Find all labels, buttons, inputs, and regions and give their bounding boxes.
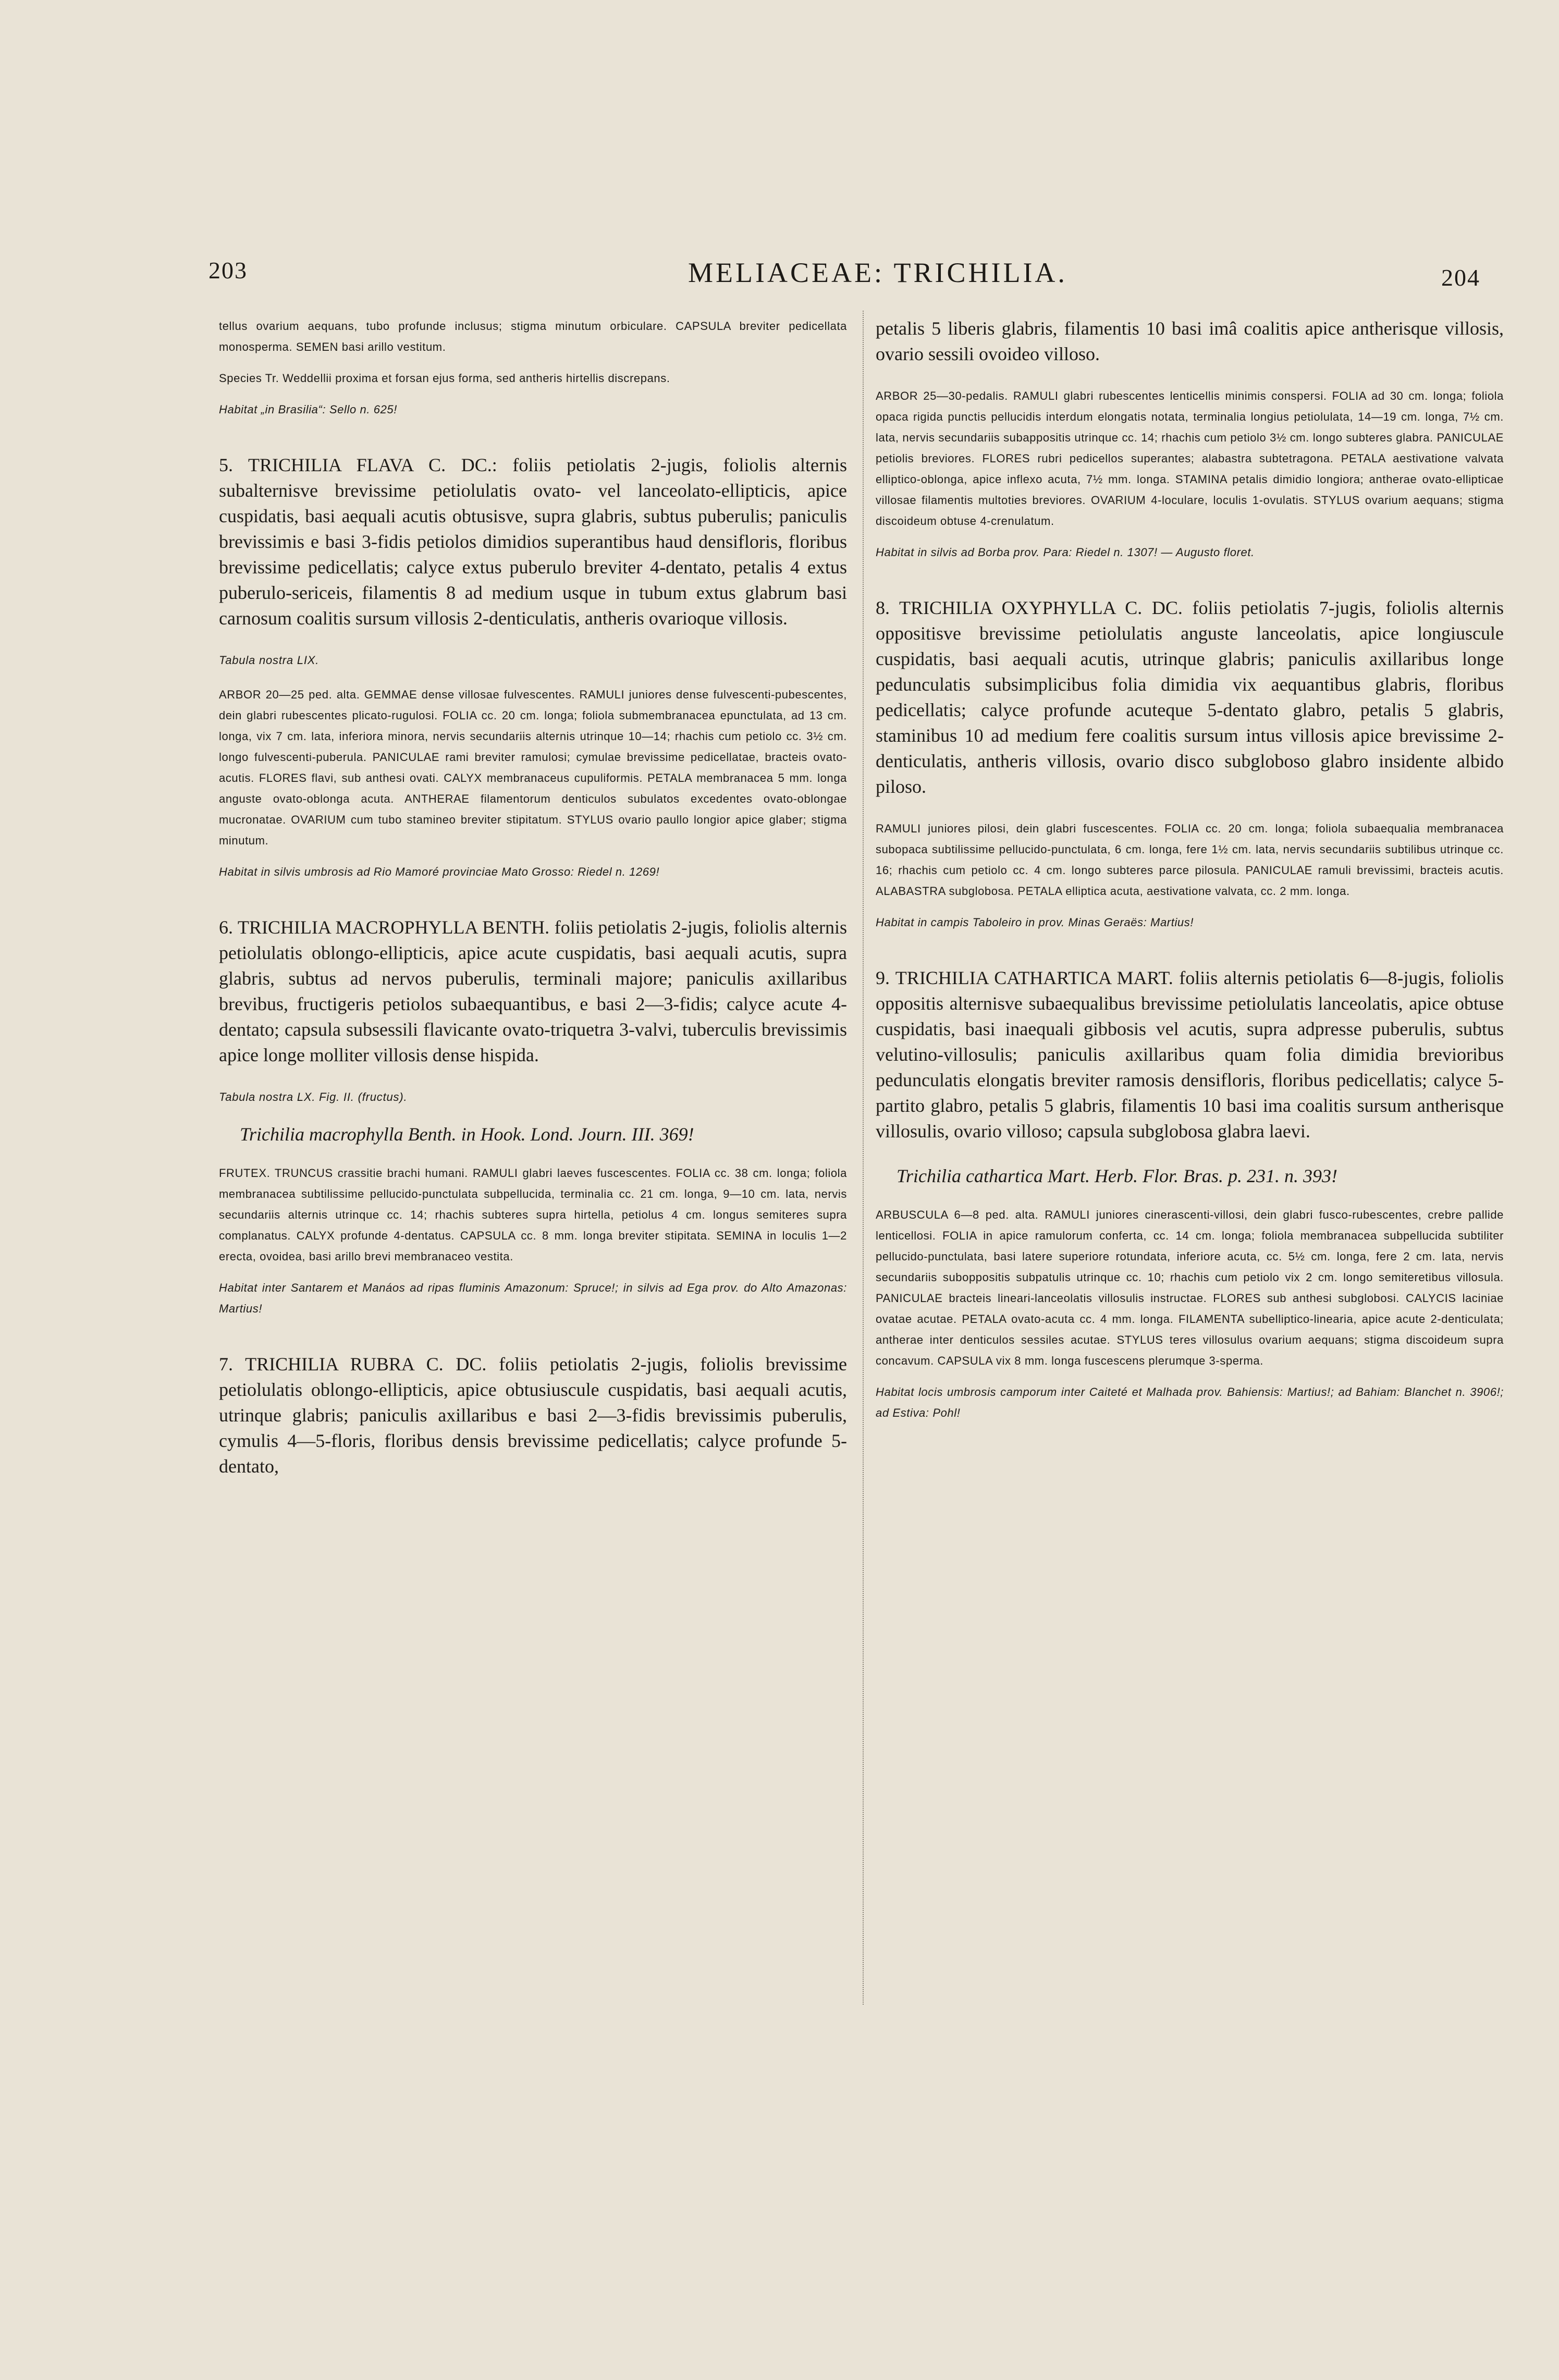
column-divider bbox=[863, 311, 864, 2005]
species-7-continued: petalis 5 liberis glabris, filamentis 10 basi imâ coalitis apice antherisque villosis, ovario sessili ovoideo villoso. bbox=[876, 318, 1504, 364]
right-column bbox=[876, 316, 1504, 2380]
species-5-plate: Tabula nostra LIX. bbox=[219, 654, 320, 667]
page-number-right: 204 bbox=[1441, 264, 1480, 291]
species-8-details: RAMULI juniores pilosi, dein glabri fuscescentes. FOLIA cc. 20 cm. longa; foliola subaequalia membranacea subopaca subtilissime pellucido-punctulata, 6 cm. longa, fere 1½ cm. lata, nervis secundariis subtilibus utrinque cc. 16; rhachis cum petiolo cc. 4 cm. longo subteres parce pilosula. PANICULAE ramuli brevissimi, bracteis acutis. ALABASTRA subglobosa. PETALA elliptica acuta, aestivatione valvata, cc. 2 mm. longa. bbox=[876, 822, 1504, 898]
species-9-details: ARBUSCULA 6—8 ped. alta. RAMULI juniores cinerascenti-villosi, dein glabri fusco-rubescentes, crebre pallide lenticellosi. FOLIA in apice ramulorum conferta, cc. 14 cm. longa; foliola membranacea subpellucida subtiliter pellucido-punctulata, basi latere superiore rotundata, inferiore acuta, cc. 5½ cm. longa, fere 2 cm. lata, nervis secundariis suboppositis subpatulis utrinque cc. 10; rhachis cum petiolo vix 2 cm. longo semiteretibus villosula. PANICULAE bracteis lineari-lanceolatis villosulis instructae. FLORES sub anthesi subglobosi. CALYCIS laciniae ovatae acutae. PETALA ovato-acuta cc. 4 mm. longa. FILAMENTA subelliptico-linearia, apice acute 2-denticulata; antherae inter denticulos sessiles acutae. STYLUS teres villosulus ovarium aequans; stigma discoideum supra concavum. CAPSULA vix 8 mm. longa fuscescens plerumque 3-sperma. bbox=[876, 1208, 1504, 1367]
species-5-details: ARBOR 20—25 ped. alta. GEMMAE dense villosae fulvescentes. RAMULI juniores dense fulvescenti-pubescentes, dein glabri rubescentes plicato-rugulosi. FOLIA cc. 20 cm. longa; foliola submembranacea epunctulata, ad 13 cm. longa, vix 7 cm. lata, inferiora minora, nervis secundariis alternis utrinque 10—14; rhachis cum petiolo cc. 3½ cm. longo fulvescenti-puberula. PANICULAE rami breviter ramulosi; cymulae brevissime pedicellatae, bracteis ovato-acutis. FLORES flavi, sub anthesi ovati. CALYX membranaceus cupuliformis. PETALA membranacea 5 mm. longa anguste ovato-oblonga acuta. ANTHERAE filamentorum denticulos subulatos excedentes ovato-oblongae mucronatae. OVARIUM cum tubo stamineo breviter stipitatum. STYLUS ovario paullo longior apice glaber; stigma minutum. bbox=[219, 688, 847, 847]
intro-text: tellus ovarium aequans, tubo profunde inclusus; stigma minutum orbiculare. CAPSULA breviter pedicellata monosperma. SEMEN basi arillo vestitum. bbox=[219, 320, 847, 353]
left-column bbox=[219, 316, 847, 2380]
species-5-habitat: Habitat in silvis umbrosis ad Rio Mamoré provinciae Mato Grosso: Riedel n. 1269! bbox=[219, 865, 660, 878]
species-9-description: 9. TRICHILIA CATHARTICA MART. foliis alternis petiolatis 6—8-jugis, foliolis oppositis alternisve subaequalibus brevissime petiolulatis lanceolatis, apice obtuse cuspidatis, basi inaequali gibbosis vel acutis, supra adpresse puberulis, subtus velutino-villosulis; paniculis axillaribus quam folia dimidia brevioribus pedunculatis elongatis breviter ramosis densifloris, floribus pedicellatis; calyce 5-partito glabro, petalis 5 glabris, filamentis 10 basi ima coalitis sursum antherisque villosulis, ovario villoso; capsula subglobosa glabra laevi. bbox=[876, 967, 1504, 1142]
species-5-description: 5. TRICHILIA FLAVA C. DC.: foliis petiolatis 2-jugis, foliolis alternis subalternisve brevissime petiolulatis ovato- vel lanceolato-ellipticis, apice cuspidatis, basi aequali acutis obtusisve, supra glabris, subtus puberulis; paniculis brevissimis e basi 3-fidis petiolos dimidios superantibus haud densifloris, floribus brevissime pedicellatis; calyce extus puberulo breviter 4-dentato, petalis 4 extus puberulo-sericeis, filamentis 8 ad medium usque in tubum extus glabrum basi carnosum coalitis sursum villosis 2-denticulatis, antheris ovarioque villosis. bbox=[219, 455, 847, 629]
species-8-habitat: Habitat in campis Taboleiro in prov. Minas Geraës: Martius! bbox=[876, 916, 1194, 929]
species-7-details: ARBOR 25—30-pedalis. RAMULI glabri rubescentes lenticellis minimis conspersi. FOLIA ad 30 cm. longa; foliola opaca rigida punctis pellucidis interdum elongatis notata, terminalia longius petiolulata, 14—19 cm. longa, 7½ cm. lata, nervis secundariis subappositis utrinque cc. 14; rhachis cum petiolo 3½ cm. longo subteres glabra. PANICULAE petiolis breviores. FLORES rubri pedicellos superantes; alabastra subtetragona. PETALA aestivatione valvata elliptico-oblonga, apice inflexo acuta, 7½ mm. longa. STAMINA petalis dimidio longiora; antherae ovato-ellipticae villosae filamentis multoties breviores. OVARIUM 4-loculare, loculis 1-ovulatis. STYLUS ovarium aequans; stigma discoideum obtuse 4-crenulatum. bbox=[876, 389, 1504, 527]
page-header bbox=[0, 256, 1559, 298]
species-6-description: 6. TRICHILIA MACROPHYLLA BENTH. foliis petiolatis 2-jugis, foliolis alternis petiolulatis oblongo-ellipticis, apice acute cuspidatis, basi aequali acutis, supra glabris, subtus ad nervos puberulis, terminali majore; paniculis axillaribus brevibus, fructigeris petiolos subaequantibus, e basi 2—3-fidis; calyce acute 4-dentato; capsula subsessili flavicante ovato-triquetra 3-valvi, tuberculis brevissimis apice longe molliter villosis dense hispida. bbox=[219, 917, 847, 1065]
species-9-habitat: Habitat locis umbrosis camporum inter Caiteté et Malhada prov. Bahiensis: Martius!; ad Bahiam: Blanchet n. 3906!; ad Estiva: Pohl! bbox=[876, 1385, 1504, 1419]
species-6-habitat: Habitat inter Santarem et Manáos ad ripas fluminis Amazonum: Spruce!; in silvis ad Ega prov. do Alto Amazonas: Martius! bbox=[219, 1281, 847, 1315]
species-6-details: FRUTEX. TRUNCUS crassitie brachi humani. RAMULI glabri laeves fuscescentes. FOLIA cc. 38 cm. longa; foliola membranacea subtilissime pellucido-punctulata subpellucida, terminalia cc. 21 cm. longa, 9—10 cm. lata, nervis secundariis alternis utrinque cc. 14; rhachis subteres supra hirtella, petiolus 4 cm. longus semiteres supra complanatus. CALYX profunde 4-dentatus. CAPSULA cc. 8 mm. longa breviter stipitata. SEMINA in loculis 1—2 erecta, ovoidea, basi arillo brevi membranaceo vestita. bbox=[219, 1167, 847, 1263]
species-7-habitat: Habitat in silvis ad Borba prov. Para: Riedel n. 1307! — Augusto floret. bbox=[876, 546, 1255, 559]
species-note: Species Tr. Weddellii proxima et forsan ejus forma, sed antheris hirtellis discrepans. bbox=[219, 372, 670, 385]
species-8-description: 8. TRICHILIA OXYPHYLLA C. DC. foliis petiolatis 7-jugis, foliolis alternis oppositisve brevissime petiolulatis anguste lanceolatis, apice longiuscule cuspidatis, basi aequali acutis, utrinque glabris; paniculis axillaribus longe pedunculatis subsimplicibus folia dimidia vix aequantibus glabris, floribus pedicellatis; calyce profunde acuteque 5-dentato glabro, petalis 5 glabris, staminibus 10 ad medium fere coalitis sursum intus villosis apice brevissime 2-denticulatis, antheris villosis, ovario disco subgloboso glabro insidente albido piloso. bbox=[876, 597, 1504, 797]
page-number-left: 203 bbox=[208, 257, 248, 284]
species-6-plate: Tabula nostra LX. Fig. II. (fructus). bbox=[219, 1090, 408, 1103]
species-9-citation: Trichilia cathartica Mart. Herb. Flor. Bras. p. 231. n. 393! bbox=[897, 1166, 1337, 1186]
species-7-description: 7. TRICHILIA RUBRA C. DC. foliis petiolatis 2-jugis, foliolis brevissime petiolulatis oblongo-ellipticis, apice obtusiuscule cuspidatis, basi aequali acutis, utrinque glabris; paniculis axillaribus e basi 2—3-fidis brevissimis puberulis, cymulis 4—5-floris, floribus densis brevissime pedicellatis; calyce profunde 5-dentato, bbox=[219, 1354, 847, 1477]
species-6-citation: Trichilia macrophylla Benth. in Hook. Lond. Journ. III. 369! bbox=[240, 1124, 694, 1145]
habitat-prev: Habitat „in Brasilia“: Sello n. 625! bbox=[219, 403, 397, 416]
running-title: MELIACEAE: TRICHILIA. bbox=[688, 257, 1067, 288]
